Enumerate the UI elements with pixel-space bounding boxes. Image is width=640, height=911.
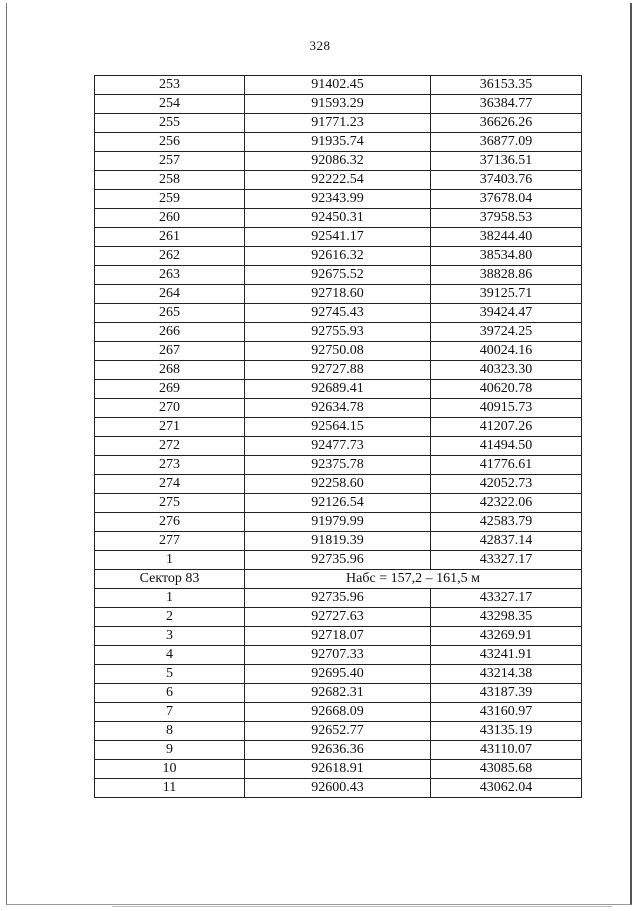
coord-y: 39125.71 xyxy=(431,285,582,304)
table-row xyxy=(95,741,582,760)
point-number: 273 xyxy=(95,456,245,475)
table-row xyxy=(95,627,582,646)
point-number: 266 xyxy=(95,323,245,342)
coord-y: 43327.17 xyxy=(431,589,582,608)
coord-x: 92343.99 xyxy=(245,190,431,209)
point-number: 270 xyxy=(95,399,245,418)
point-number: 263 xyxy=(95,266,245,285)
table-row xyxy=(95,418,582,437)
coord-x: 92126.54 xyxy=(245,494,431,513)
coordinates-rows-upper xyxy=(95,76,582,570)
point-number: 259 xyxy=(95,190,245,209)
point-number: 265 xyxy=(95,304,245,323)
table-row xyxy=(95,513,582,532)
coord-y: 43214.38 xyxy=(431,665,582,684)
coord-x: 92718.07 xyxy=(245,627,431,646)
coord-y: 39424.47 xyxy=(431,304,582,323)
coord-y: 41494.50 xyxy=(431,437,582,456)
table-row xyxy=(95,608,582,627)
point-number: 7 xyxy=(95,703,245,722)
table-row xyxy=(95,133,582,152)
coord-y: 43135.19 xyxy=(431,722,582,741)
coord-x: 92375.78 xyxy=(245,456,431,475)
coord-y: 41207.26 xyxy=(431,418,582,437)
point-number: 253 xyxy=(95,76,245,95)
coord-x: 91771.23 xyxy=(245,114,431,133)
coord-x: 92735.96 xyxy=(245,589,431,608)
coord-x: 92564.15 xyxy=(245,418,431,437)
point-number: 271 xyxy=(95,418,245,437)
coord-x: 92616.32 xyxy=(245,247,431,266)
coord-y: 43110.07 xyxy=(431,741,582,760)
table-row xyxy=(95,323,582,342)
coord-x: 92086.32 xyxy=(245,152,431,171)
table-row xyxy=(95,209,582,228)
sector-header xyxy=(95,570,582,589)
point-number: 258 xyxy=(95,171,245,190)
point-number: 10 xyxy=(95,760,245,779)
table-row xyxy=(95,285,582,304)
coord-y: 38534.80 xyxy=(431,247,582,266)
table-row xyxy=(95,779,582,798)
coord-x: 92222.54 xyxy=(245,171,431,190)
coord-y: 36626.26 xyxy=(431,114,582,133)
table-row xyxy=(95,266,582,285)
coordinates-rows-lower xyxy=(95,589,582,798)
point-number: 272 xyxy=(95,437,245,456)
coord-x: 92258.60 xyxy=(245,475,431,494)
coord-y: 40024.16 xyxy=(431,342,582,361)
coord-x: 92755.93 xyxy=(245,323,431,342)
coord-x: 92636.36 xyxy=(245,741,431,760)
coord-x: 92600.43 xyxy=(245,779,431,798)
point-number: 6 xyxy=(95,684,245,703)
table-row xyxy=(95,399,582,418)
coord-y: 43327.17 xyxy=(431,551,582,570)
table-row xyxy=(95,589,582,608)
coord-x: 92695.40 xyxy=(245,665,431,684)
table-row xyxy=(95,532,582,551)
table-row xyxy=(95,95,582,114)
point-number: 9 xyxy=(95,741,245,760)
coord-x: 92668.09 xyxy=(245,703,431,722)
coord-y: 37403.76 xyxy=(431,171,582,190)
coord-y: 40620.78 xyxy=(431,380,582,399)
table-row xyxy=(95,342,582,361)
table-row xyxy=(95,684,582,703)
coord-y: 42322.06 xyxy=(431,494,582,513)
coord-x: 92735.96 xyxy=(245,551,431,570)
bottom-rule xyxy=(112,906,612,907)
table-row xyxy=(95,171,582,190)
coord-x: 92652.77 xyxy=(245,722,431,741)
coord-y: 43085.68 xyxy=(431,760,582,779)
table-row xyxy=(95,646,582,665)
point-number: 5 xyxy=(95,665,245,684)
coord-x: 92689.41 xyxy=(245,380,431,399)
table-row xyxy=(95,722,582,741)
coord-x: 91819.39 xyxy=(245,532,431,551)
coord-y: 38828.86 xyxy=(431,266,582,285)
coord-x: 91402.45 xyxy=(245,76,431,95)
table-row xyxy=(95,551,582,570)
coord-y: 40323.30 xyxy=(431,361,582,380)
point-number: 3 xyxy=(95,627,245,646)
sector-label: Сектор 83 xyxy=(95,570,245,589)
coord-x: 92707.33 xyxy=(245,646,431,665)
coord-y: 43187.39 xyxy=(431,684,582,703)
coord-x: 92618.91 xyxy=(245,760,431,779)
table-row xyxy=(95,665,582,684)
page-number: 328 xyxy=(309,38,331,53)
coord-x: 92682.31 xyxy=(245,684,431,703)
coord-x: 92745.43 xyxy=(245,304,431,323)
point-number: 260 xyxy=(95,209,245,228)
coord-x: 92675.52 xyxy=(245,266,431,285)
table-row xyxy=(95,760,582,779)
table-row xyxy=(95,703,582,722)
point-number: 4 xyxy=(95,646,245,665)
table-row xyxy=(95,247,582,266)
table-row xyxy=(95,152,582,171)
coord-y: 43298.35 xyxy=(431,608,582,627)
table-row xyxy=(95,76,582,95)
point-number: 257 xyxy=(95,152,245,171)
coord-y: 42837.14 xyxy=(431,532,582,551)
point-number: 11 xyxy=(95,779,245,798)
table-row xyxy=(95,437,582,456)
point-number: 269 xyxy=(95,380,245,399)
coord-y: 42052.73 xyxy=(431,475,582,494)
point-number: 275 xyxy=(95,494,245,513)
coord-y: 41776.61 xyxy=(431,456,582,475)
point-number: 264 xyxy=(95,285,245,304)
coord-x: 92450.31 xyxy=(245,209,431,228)
point-number: 254 xyxy=(95,95,245,114)
point-number: 276 xyxy=(95,513,245,532)
coord-y: 37136.51 xyxy=(431,152,582,171)
coord-x: 91593.29 xyxy=(245,95,431,114)
coord-y: 36153.35 xyxy=(431,76,582,95)
table-row xyxy=(95,114,582,133)
point-number: 256 xyxy=(95,133,245,152)
point-number: 1 xyxy=(95,551,245,570)
table-row xyxy=(95,456,582,475)
point-number: 8 xyxy=(95,722,245,741)
table-row xyxy=(95,380,582,399)
coord-x: 92727.63 xyxy=(245,608,431,627)
coord-x: 92750.08 xyxy=(245,342,431,361)
table-row xyxy=(95,494,582,513)
coord-y: 36877.09 xyxy=(431,133,582,152)
coord-y: 43241.91 xyxy=(431,646,582,665)
coord-y: 43062.04 xyxy=(431,779,582,798)
point-number: 2 xyxy=(95,608,245,627)
table-row xyxy=(95,190,582,209)
coord-x: 91979.99 xyxy=(245,513,431,532)
coord-y: 37958.53 xyxy=(431,209,582,228)
coord-y: 36384.77 xyxy=(431,95,582,114)
sector-row xyxy=(95,570,582,589)
table-row xyxy=(95,475,582,494)
coord-x: 92718.60 xyxy=(245,285,431,304)
table-row xyxy=(95,361,582,380)
coord-y: 43160.97 xyxy=(431,703,582,722)
table-row xyxy=(95,304,582,323)
coord-y: 39724.25 xyxy=(431,323,582,342)
point-number: 261 xyxy=(95,228,245,247)
coord-x: 91935.74 xyxy=(245,133,431,152)
point-number: 1 xyxy=(95,589,245,608)
coord-x: 92477.73 xyxy=(245,437,431,456)
table-row xyxy=(95,228,582,247)
point-number: 268 xyxy=(95,361,245,380)
point-number: 277 xyxy=(95,532,245,551)
point-number: 267 xyxy=(95,342,245,361)
coord-y: 42583.79 xyxy=(431,513,582,532)
coord-y: 38244.40 xyxy=(431,228,582,247)
coord-y: 43269.91 xyxy=(431,627,582,646)
coord-x: 92727.88 xyxy=(245,361,431,380)
sector-height-range: Набс = 157,2 – 161,5 м xyxy=(245,570,582,589)
coord-x: 92541.17 xyxy=(245,228,431,247)
point-number: 262 xyxy=(95,247,245,266)
coord-y: 37678.04 xyxy=(431,190,582,209)
coord-y: 40915.73 xyxy=(431,399,582,418)
coord-x: 92634.78 xyxy=(245,399,431,418)
point-number: 255 xyxy=(95,114,245,133)
coordinates-table xyxy=(94,75,582,798)
point-number: 274 xyxy=(95,475,245,494)
